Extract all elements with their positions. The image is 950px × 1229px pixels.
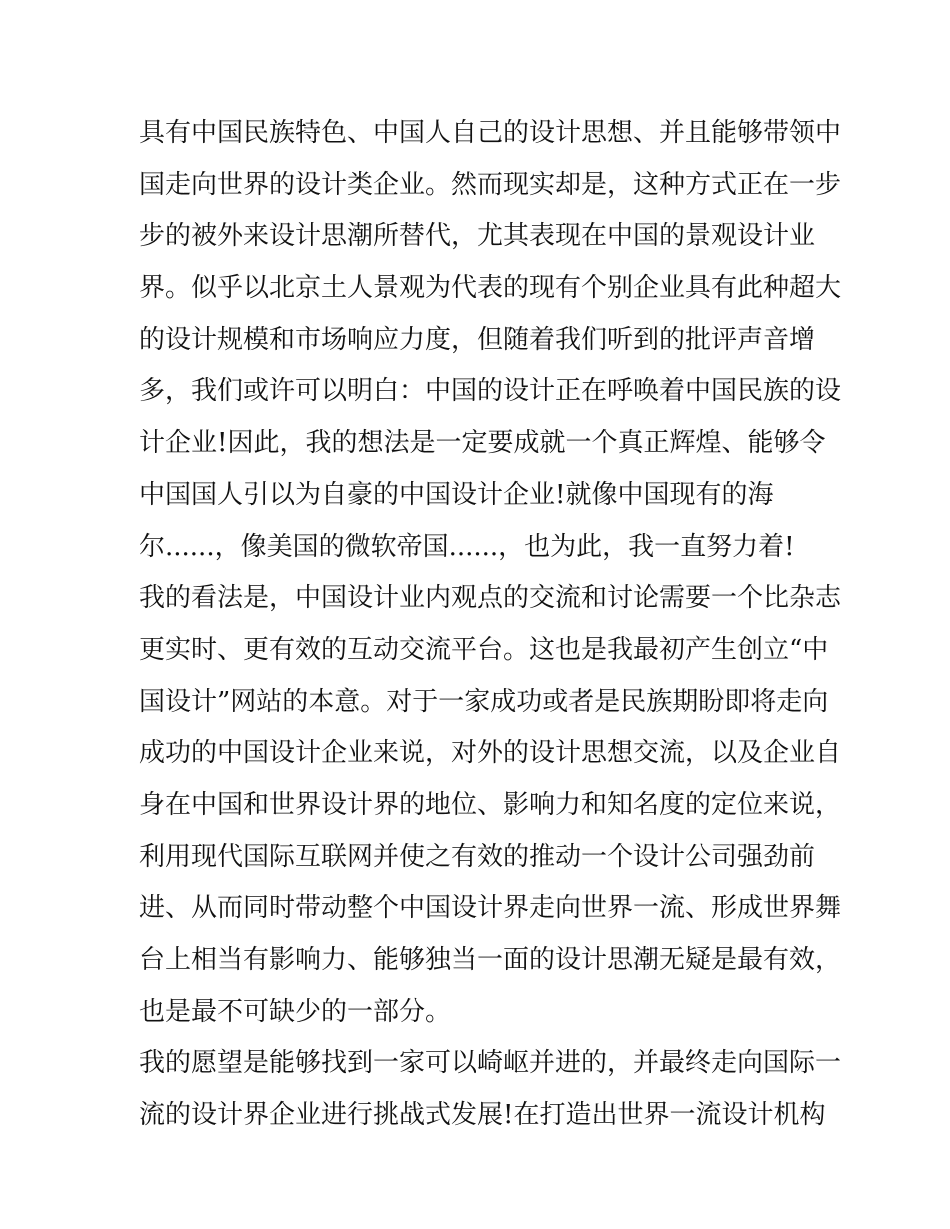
text-line: 国走向世界的设计类企业。然而现实却是，这种方式正在一步 <box>139 169 842 200</box>
text-line: 台上相当有影响力、能够独当一面的设计思潮无疑是最有效， <box>139 945 842 975</box>
text-line: 流的设计界企业进行挑战式发展!在打造出世界一流设计机构 <box>139 1100 826 1131</box>
text-line: 利用现代国际互联网并使之有效的推动一个设计公司强劲前 <box>139 841 816 872</box>
text-line: 的设计规模和市场响应力度，但随着我们听到的批评声音增 <box>139 324 816 355</box>
text-line: 我的愿望是能够找到一家可以崎岖并进的，并最终走向国际一 <box>139 1048 842 1079</box>
text-line: 尔......，像美国的微软帝国......，也为此，我一直努力着! <box>139 531 795 562</box>
text-line: 进、从而同时带动整个中国设计界走向世界一流、形成世界舞 <box>139 893 842 924</box>
text-line: 中国国人引以为自豪的中国设计企业!就像中国现有的海 <box>139 479 774 510</box>
text-line: 成功的中国设计企业来说，对外的设计思想交流，以及企业自 <box>139 738 842 769</box>
text-line: 我的看法是，中国设计业内观点的交流和讨论需要一个比杂志 <box>139 583 842 614</box>
document-body <box>139 108 842 1142</box>
text-line: 身在中国和世界设计界的地位、影响力和知名度的定位来说， <box>139 789 842 820</box>
text-line: 国设计”网站的本意。对于一家成功或者是民族期盼即将走向 <box>139 686 829 717</box>
text-line: 具有中国民族特色、中国人自己的设计思想、并且能够带领中 <box>139 118 842 148</box>
text-line: 步的被外来设计思潮所替代，尤其表现在中国的景观设计业 <box>139 221 816 252</box>
text-line: 多，我们或许可以明白：中国的设计正在呼唤着中国民族的设 <box>139 376 842 407</box>
text-line: 也是最不可缺少的一部分。 <box>139 996 452 1027</box>
text-line: 界。似乎以北京土人景观为代表的现有个别企业具有此种超大 <box>139 273 842 304</box>
text-line: 计企业!因此，我的想法是一定要成就一个真正辉煌、能够令 <box>139 428 826 459</box>
text-line: 更实时、更有效的互动交流平台。这也是我最初产生创立“中 <box>139 634 829 665</box>
